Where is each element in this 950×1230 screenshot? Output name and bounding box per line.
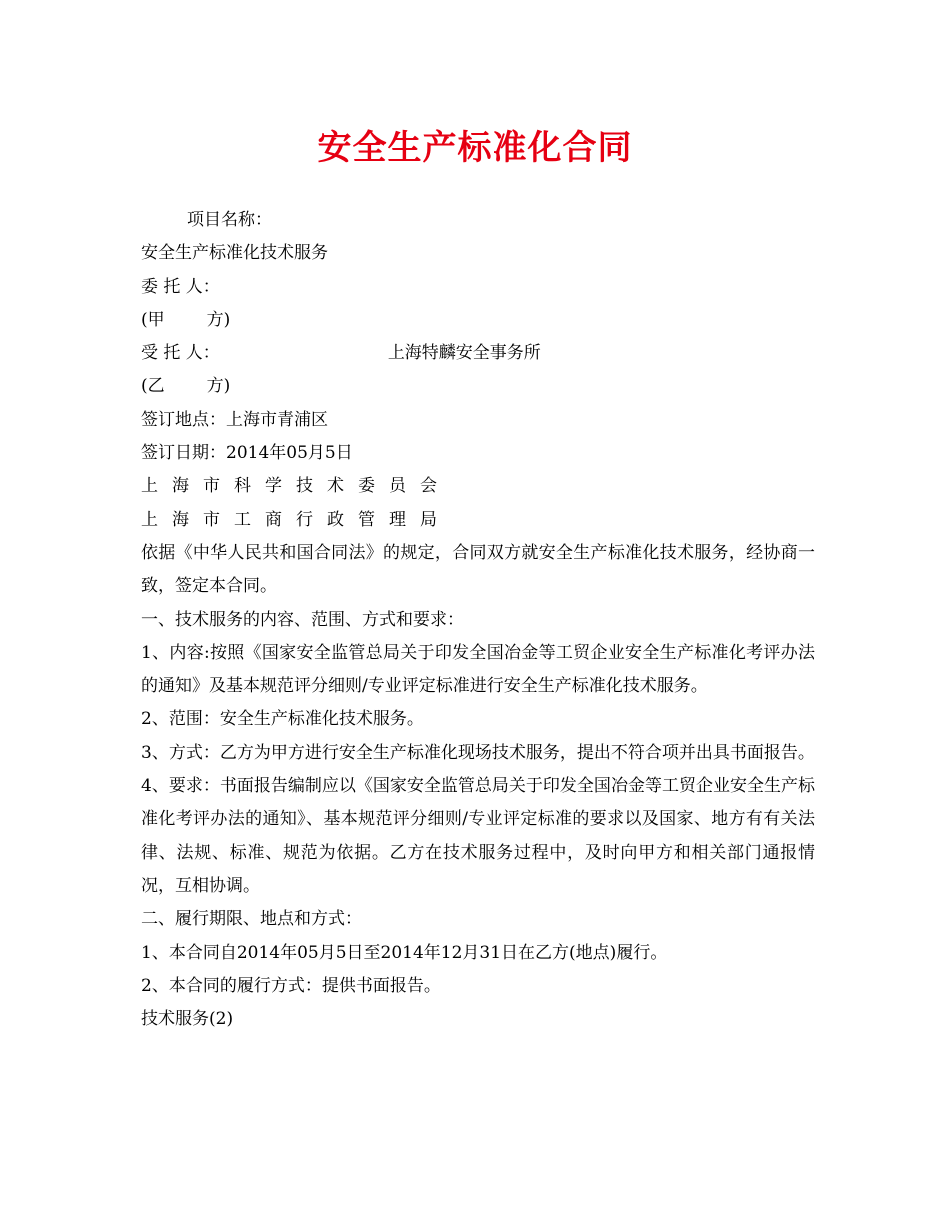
section2-heading: 二、履行期限、地点和方式： (141, 909, 362, 930)
footer-text: 技术服务(2) (141, 1009, 234, 1030)
client-role-open: (甲 (141, 309, 165, 330)
section1-item2: 2、范围：安全生产标准化技术服务。 (141, 709, 424, 730)
contractor-role (141, 370, 815, 403)
client-role (141, 304, 815, 337)
section1-heading: 一、技术服务的内容、范围、方式和要求： (141, 609, 464, 630)
contractor-row (141, 337, 815, 370)
section2-item1: 1、本合同自2014年05月5日至2014年12月31日在乙方(地点)履行。 (141, 942, 668, 963)
section1-item3: 3、方式：乙方为甲方进行安全生产标准化现场技术服务，提出不符合项并出具书面报告。 (141, 742, 815, 763)
org-science-committee: 上海市科学技术委员会 (141, 476, 451, 497)
sign-place: 签订地点：上海市青浦区 (141, 409, 328, 430)
sign-date: 签订日期：2014年05月5日 (141, 443, 353, 464)
client-label: 委 托 人： (141, 276, 220, 297)
contractor-label: 受 托 人： (141, 343, 220, 364)
contractor-value: 上海特麟安全事务所 (387, 343, 541, 364)
contractor-role-open: (乙 (141, 376, 165, 397)
client-role-close: 方) (206, 309, 231, 330)
project-name-label: 项目名称： (187, 210, 272, 230)
contractor-role-close: 方) (206, 376, 231, 397)
intro-paragraph: 依据《中华人民共和国合同法》的规定，合同双方就安全生产标准化技术服务，经协商一致，签定本合同。 (141, 542, 815, 597)
section1-item4: 4、要求：书面报告编制应以《国家安全监管总局关于印发全国冶金等工贸企业安全生产标准化考评办法的通知》、基本规范评分细则/专业评定标准的要求以及国家、地方有有关法律、法规、标准、规范为依据。乙方在技术服务过程中，及时向甲方和相关部门通报情况，互相协调。 (141, 776, 815, 896)
section2-item2: 2、本合同的履行方式：提供书面报告。 (141, 975, 441, 996)
document-body (141, 204, 815, 1036)
document-title: 安全生产标准化合同 (317, 128, 633, 168)
org-commerce-bureau: 上海市工商行政管理局 (141, 509, 451, 530)
section1-item1: 1、内容:按照《国家安全监管总局关于印发全国冶金等工贸企业安全生产标准化考评办法的通知》及基本规范评分细则/专业评定标准进行安全生产标准化技术服务。 (141, 642, 815, 697)
project-name-value: 安全生产标准化技术服务 (141, 243, 328, 264)
